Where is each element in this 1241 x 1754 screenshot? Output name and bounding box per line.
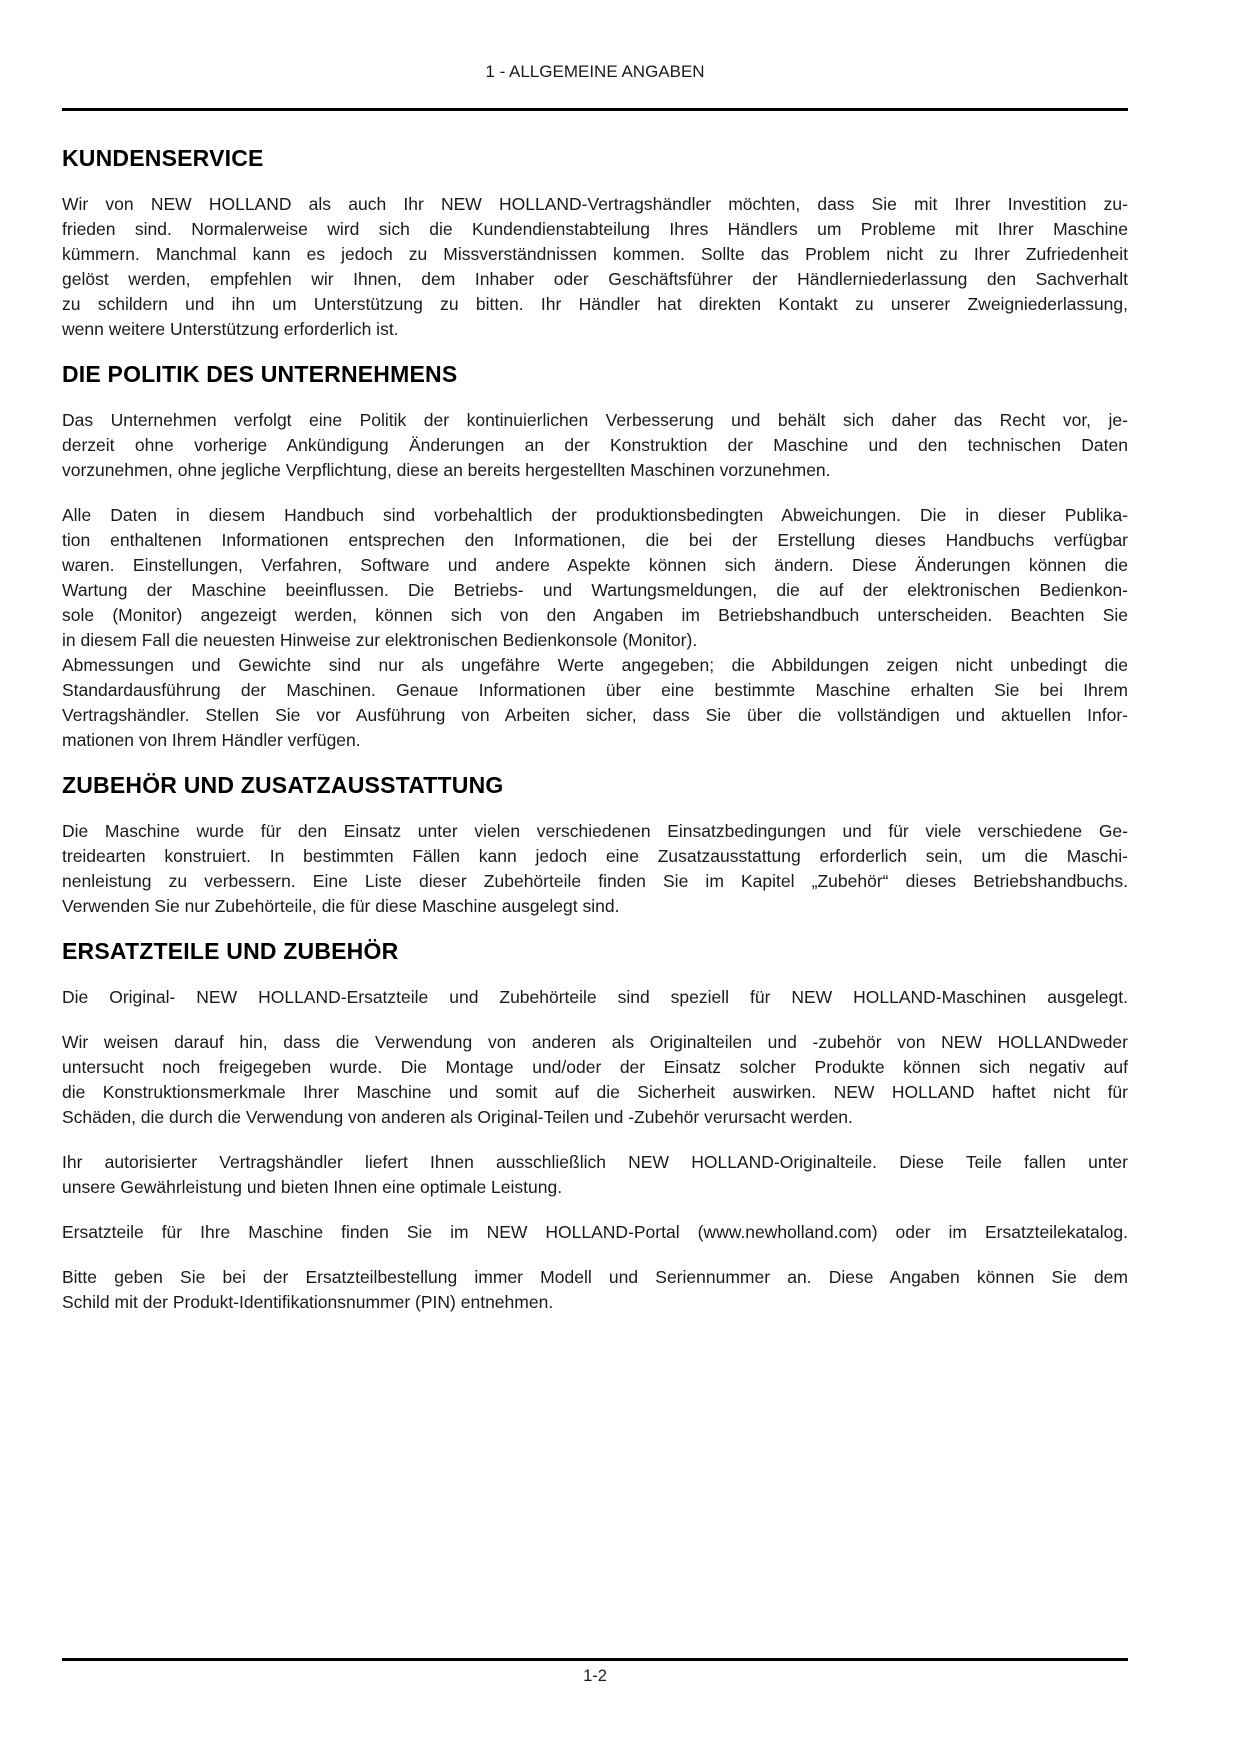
paragraph bbox=[62, 1220, 1128, 1245]
paragraph bbox=[62, 819, 1128, 919]
paragraph bbox=[62, 408, 1128, 483]
text-line: Bitte geben Sie bei der Ersatzteilbestellung immer Modell und Seriennummer an. Diese Angaben können Sie dem bbox=[62, 1267, 1128, 1287]
text-line: Das Unternehmen verfolgt eine Politik der kontinuierlichen Verbesserung und behält sich daher das Recht vor, je- bbox=[62, 410, 1128, 430]
text-line: Wir von NEW HOLLAND als auch Ihr NEW HOLLAND-Vertragshändler möchten, dass Sie mit Ihrer Investition zu- bbox=[62, 194, 1128, 214]
text-line: Schild mit der Produkt-Identifikationsnummer (PIN) entnehmen. bbox=[62, 1292, 554, 1312]
page-content bbox=[62, 62, 1128, 1335]
paragraph bbox=[62, 1265, 1128, 1315]
text-line: Alle Daten in diesem Handbuch sind vorbehaltlich der produktionsbedingten Abweichungen. Die in dieser Publika- bbox=[62, 505, 1128, 525]
paragraph bbox=[62, 503, 1128, 653]
section-heading: DIE POLITIK DES UNTERNEHMENS bbox=[62, 361, 458, 387]
section-heading: ZUBEHÖR UND ZUSATZAUSSTATTUNG bbox=[62, 772, 504, 798]
text-line: Ihr autorisierter Vertragshändler liefert Ihnen ausschließlich NEW HOLLAND-Originalteile. Diese Teile fallen unter bbox=[62, 1152, 1128, 1172]
text-line: mationen von Ihrem Händler verfügen. bbox=[62, 730, 361, 750]
text-line: die Konstruktionsmerkmale Ihrer Maschine und somit auf die Sicherheit auswirken. NEW HOLLAND haftet nicht für bbox=[62, 1082, 1128, 1102]
paragraph bbox=[62, 192, 1128, 342]
paragraph bbox=[62, 1150, 1128, 1200]
text-line: Wir weisen darauf hin, dass die Verwendung von anderen als Originalteilen und -zubehör von NEW HOLLANDweder bbox=[62, 1032, 1128, 1052]
text-line: sole (Monitor) angezeigt werden, können sich von den Angaben im Betriebshandbuch unterscheiden. Beachten Sie bbox=[62, 605, 1128, 625]
text-line: kümmern. Manchmal kann es jedoch zu Missverständnissen kommen. Sollte das Problem nicht zu Ihrer Zufriedenheit bbox=[62, 244, 1128, 264]
text-line: Schäden, die durch die Verwendung von anderen als Original-Teilen und -Zubehör verursacht werden. bbox=[62, 1107, 853, 1127]
text-line: frieden sind. Normalerweise wird sich die Kundendienstabteilung Ihres Händlers um Probleme mit Ihrer Maschine bbox=[62, 219, 1128, 239]
section bbox=[62, 146, 1128, 342]
text-line: waren. Einstellungen, Verfahren, Software und andere Aspekte können sich ändern. Diese Änderungen können die bbox=[62, 555, 1128, 575]
text-line: vorzunehmen, ohne jegliche Verpflichtung, diese an bereits hergestellten Maschinen vorzunehmen. bbox=[62, 460, 831, 480]
text-line: Die Maschine wurde für den Einsatz unter vielen verschiedenen Einsatzbedingungen und für viele verschiedene Ge- bbox=[62, 821, 1128, 841]
text-line: in diesem Fall die neuesten Hinweise zur elektronischen Bedienkonsole (Monitor). bbox=[62, 630, 698, 650]
text-line: unsere Gewährleistung und bieten Ihnen eine optimale Leistung. bbox=[62, 1177, 563, 1197]
section-heading: ERSATZTEILE UND ZUBEHÖR bbox=[62, 938, 399, 964]
paragraph bbox=[62, 653, 1128, 753]
text-line: Ersatzteile für Ihre Maschine finden Sie im NEW HOLLAND-Portal (www.newholland.com) oder im Ersatzteilekatalog. bbox=[62, 1222, 1128, 1242]
text-line: tion enthaltenen Informationen entsprechen den Informationen, die bei der Erstellung dieses Handbuchs verfügbar bbox=[62, 530, 1128, 550]
paragraph bbox=[62, 985, 1128, 1010]
section-heading: KUNDENSERVICE bbox=[62, 145, 264, 171]
text-line: nenleistung zu verbessern. Eine Liste dieser Zubehörteile finden Sie im Kapitel „Zubehör“ dieses Betriebshandbuchs. bbox=[62, 871, 1128, 891]
text-line: wenn weitere Unterstützung erforderlich ist. bbox=[62, 319, 399, 339]
text-line: Die Original- NEW HOLLAND-Ersatzteile und Zubehörteile sind speziell für NEW HOLLAND-Maschinen ausgelegt. bbox=[62, 987, 1128, 1007]
chapter-header: 1 - ALLGEMEINE ANGABEN bbox=[485, 62, 705, 81]
text-line: derzeit ohne vorherige Ankündigung Änderungen an der Konstruktion der Maschine und den technischen Daten bbox=[62, 435, 1128, 455]
text-line: Wartung der Maschine beeinflussen. Die Betriebs- und Wartungsmeldungen, die auf der elektronischen Bedienkon- bbox=[62, 580, 1128, 600]
section bbox=[62, 939, 1128, 1315]
text-line: gelöst werden, empfehlen wir Ihnen, dem Inhaber oder Geschäftsführer der Händlerniederlassung den Sachverhalt bbox=[62, 269, 1128, 289]
section bbox=[62, 362, 1128, 753]
page-number: 1-2 bbox=[583, 1667, 607, 1685]
text-line: Vertragshändler. Stellen Sie vor Ausführung von Arbeiten sicher, dass Sie über die vollständigen und aktuellen Infor- bbox=[62, 705, 1128, 725]
footer-rule bbox=[62, 1658, 1128, 1661]
section bbox=[62, 773, 1128, 919]
sections-container bbox=[62, 146, 1128, 1315]
text-line: untersucht noch freigegeben wurde. Die Montage und/oder der Einsatz solcher Produkte können sich negativ auf bbox=[62, 1057, 1128, 1077]
text-line: Abmessungen und Gewichte sind nur als ungefähre Werte angegeben; die Abbildungen zeigen nicht unbedingt die bbox=[62, 655, 1128, 675]
text-line: treidearten konstruiert. In bestimmten Fällen kann jedoch eine Zusatzausstattung erforderlich sein, um die Maschi- bbox=[62, 846, 1128, 866]
header-rule bbox=[62, 108, 1128, 111]
text-line: zu schildern und ihn um Unterstützung zu bitten. Ihr Händler hat direkten Kontakt zu unserer Zweigniederlassung, bbox=[62, 294, 1128, 314]
text-line: Verwenden Sie nur Zubehörteile, die für diese Maschine ausgelegt sind. bbox=[62, 896, 620, 916]
page-footer bbox=[62, 1658, 1128, 1686]
text-line: Standardausführung der Maschinen. Genaue Informationen über eine bestimmte Maschine erhalten Sie bei Ihrem bbox=[62, 680, 1128, 700]
paragraph bbox=[62, 1030, 1128, 1130]
